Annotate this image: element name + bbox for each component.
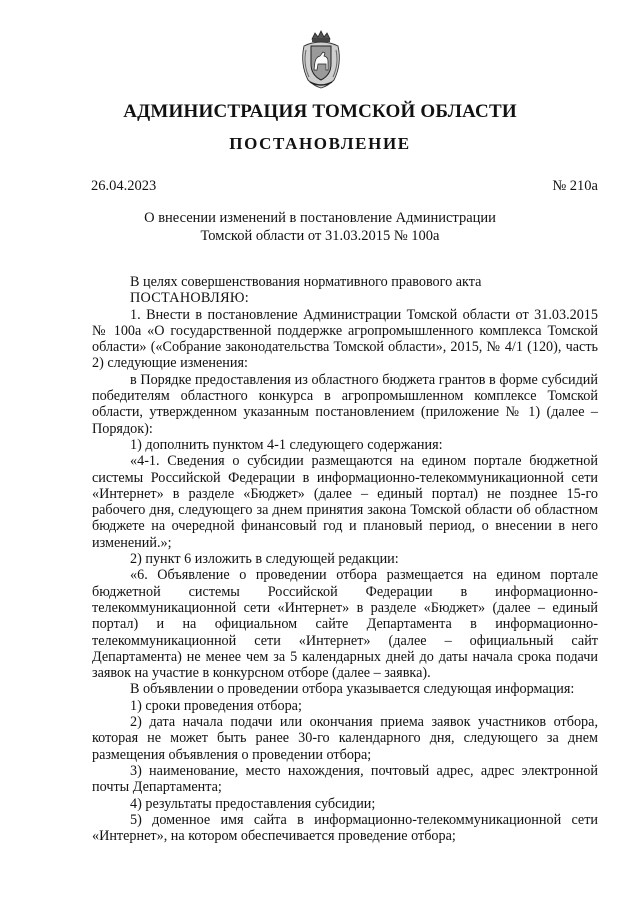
body-paragraph: «6. Объявление о проведении отбора размещается на едином портале бюджетной системы Российской Федерации в информационно-телекоммуникационной сети «Интернет» в разделе «Бюджет» (далее – единый портал) и на официальном сайте Департамента в информационно-телекоммуникационной сети «Интернет» (далее – официальный сайт Департамента) не менее чем за 5 календарных дней до даты начала срока подачи заявок на участие в конкурсном отборе (далее – заявка). (92, 567, 598, 682)
document-date: 26.04.2023 (91, 178, 157, 194)
body-paragraph: 1) дополнить пунктом 4-1 следующего содержания: (130, 436, 443, 453)
document-number: № 210а (552, 178, 598, 194)
document-body (92, 274, 598, 844)
organization-title: АДМИНИСТРАЦИЯ ТОМСКОЙ ОБЛАСТИ (123, 101, 517, 122)
body-paragraph: В объявлении о проведении отбора указывается следующая информация: (130, 681, 575, 698)
subject-line-2: Томской области от 31.03.2015 № 100а (200, 228, 440, 244)
decree-word: ПОСТАНОВЛЯЮ: (130, 290, 249, 307)
coat-of-arms-icon (298, 30, 344, 90)
body-paragraph: 4) результаты предоставления субсидии; (130, 795, 376, 812)
body-paragraph: 2) пункт 6 изложить в следующей редакции: (130, 551, 399, 568)
body-paragraph: в Порядке предоставления из областного бюджета грантов в форме субсидий победителям областного конкурса в агропромышленном комплексе Томской области, утвержденном указанным постановлением (приложение № 1) (далее – Порядок): (92, 371, 598, 437)
body-paragraph: 3) наименование, место нахождения, почтовый адрес, адрес электронной почты Департамента; (92, 762, 598, 796)
body-paragraph: 1) сроки проведения отбора; (130, 697, 302, 714)
document-subject (0, 209, 640, 245)
body-paragraph: 2) дата начала подачи или окончания приема заявок участников отбора, которая не может быть ранее 30-го календарного дня, следующего за днем размещения объявления о проведении отбора; (92, 714, 598, 763)
preamble: В целях совершенствования нормативного правового акта (130, 274, 482, 290)
body-paragraph: 5) доменное имя сайта в информационно-телекоммуникационной сети «Интернет», на котором обеспечивается проведение отбора; (92, 811, 598, 845)
document-type: ПОСТАНОВЛЕНИЕ (229, 134, 411, 153)
body-paragraph: 1. Внести в постановление Администрации Томской области от 31.03.2015 № 100а «О государственной поддержке агропромышленного комплекса Томской области» («Собрание законодательства Томской области», 2015, № 4/1 (120), часть 2) следующие изменения: (92, 306, 598, 372)
subject-line-1: О внесении изменений в постановление Администрации (144, 210, 496, 226)
body-paragraph: «4-1. Сведения о субсидии размещаются на едином портале бюджетной системы Российской Федерации в информационно-телекоммуникационной сети «Интернет» в разделе «Бюджет» (далее – единый портал) не позднее 15-го рабочего дня, следующего за днем принятия закона Томской области об областном бюджете на очередной финансовый год и плановый период, о внесении в него изменений.»; (92, 453, 598, 551)
